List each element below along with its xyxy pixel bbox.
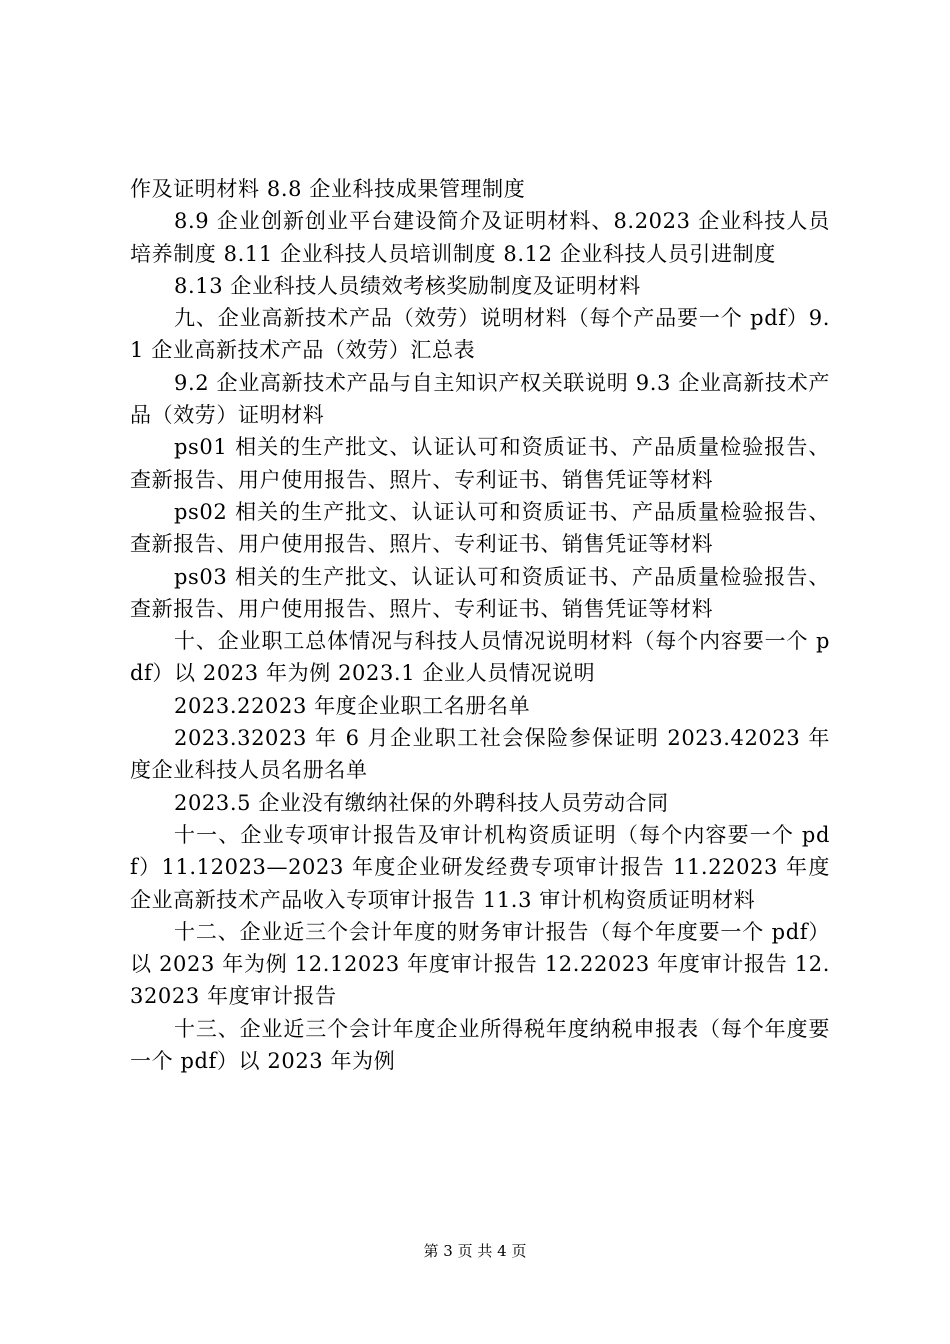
paragraph: 8.13 企业科技人员绩效考核奖励制度及证明材料 [174, 273, 641, 298]
paragraph: 十二、企业近三个会计年度的财务审计报告（每个年度要一个 pdf）以 2023 年为例 12.12023 年度审计报告 12.22023 年度审计报告 12.32023 年度审计报告 [130, 919, 830, 1009]
paragraph: ps03 相关的生产批文、认证认可和资质证书、产品质量检验报告、查新报告、用户使用报告、照片、专利证书、销售凭证等材料 [130, 564, 830, 621]
page-number-footer: 第 3 页 共 4 页 [423, 1242, 527, 1260]
paragraph: 作及证明材料 8.8 企业科技成果管理制度 [130, 177, 526, 201]
paragraph: 9.2 企业高新技术产品与自主知识产权关联说明 9.3 企业高新技术产品（效劳）证明材料 [130, 370, 830, 428]
paragraph: 十一、企业专项审计报告及审计机构资质证明（每个内容要一个 pdf）11.12023—2023 年度企业研发经费专项审计报告 11.22023 年度企业高新技术产品收入专项审计报告 11.3 审计机构资质证明材料 [130, 822, 830, 912]
paragraph: 九、企业高新技术产品（效劳）说明材料（每个产品要一个 pdf）9.1 企业高新技术产品（效劳）汇总表 [130, 306, 830, 363]
paragraph: 8.9 企业创新创业平台建设简介及证明材料、8.2023 企业科技人员培养制度 8.11 企业科技人员培训制度 8.12 企业科技人员引进制度 [130, 209, 830, 266]
paragraph: ps02 相关的生产批文、认证认可和资质证书、产品质量检验报告、查新报告、用户使用报告、照片、专利证书、销售凭证等材料 [130, 499, 830, 557]
paragraph: 十、企业职工总体情况与科技人员情况说明材料（每个内容要一个 pdf）以 2023 年为例 2023.1 企业人员情况说明 [130, 629, 830, 686]
paragraph: 十三、企业近三个会计年度企业所得税年度纳税申报表（每个年度要一个 pdf）以 2023 年为例 [130, 1016, 830, 1074]
document-body [130, 173, 830, 1077]
paragraph: ps01 相关的生产批文、认证认可和资质证书、产品质量检验报告、查新报告、用户使用报告、照片、专利证书、销售凭证等材料 [130, 435, 830, 492]
paragraph: 2023.32023 年 6 月企业职工社会保险参保证明 2023.42023 年度企业科技人员名册名单 [130, 726, 830, 783]
paragraph: 2023.22023 年度企业职工名册名单 [174, 693, 531, 718]
paragraph: 2023.5 企业没有缴纳社保的外聘科技人员劳动合同 [174, 790, 669, 815]
